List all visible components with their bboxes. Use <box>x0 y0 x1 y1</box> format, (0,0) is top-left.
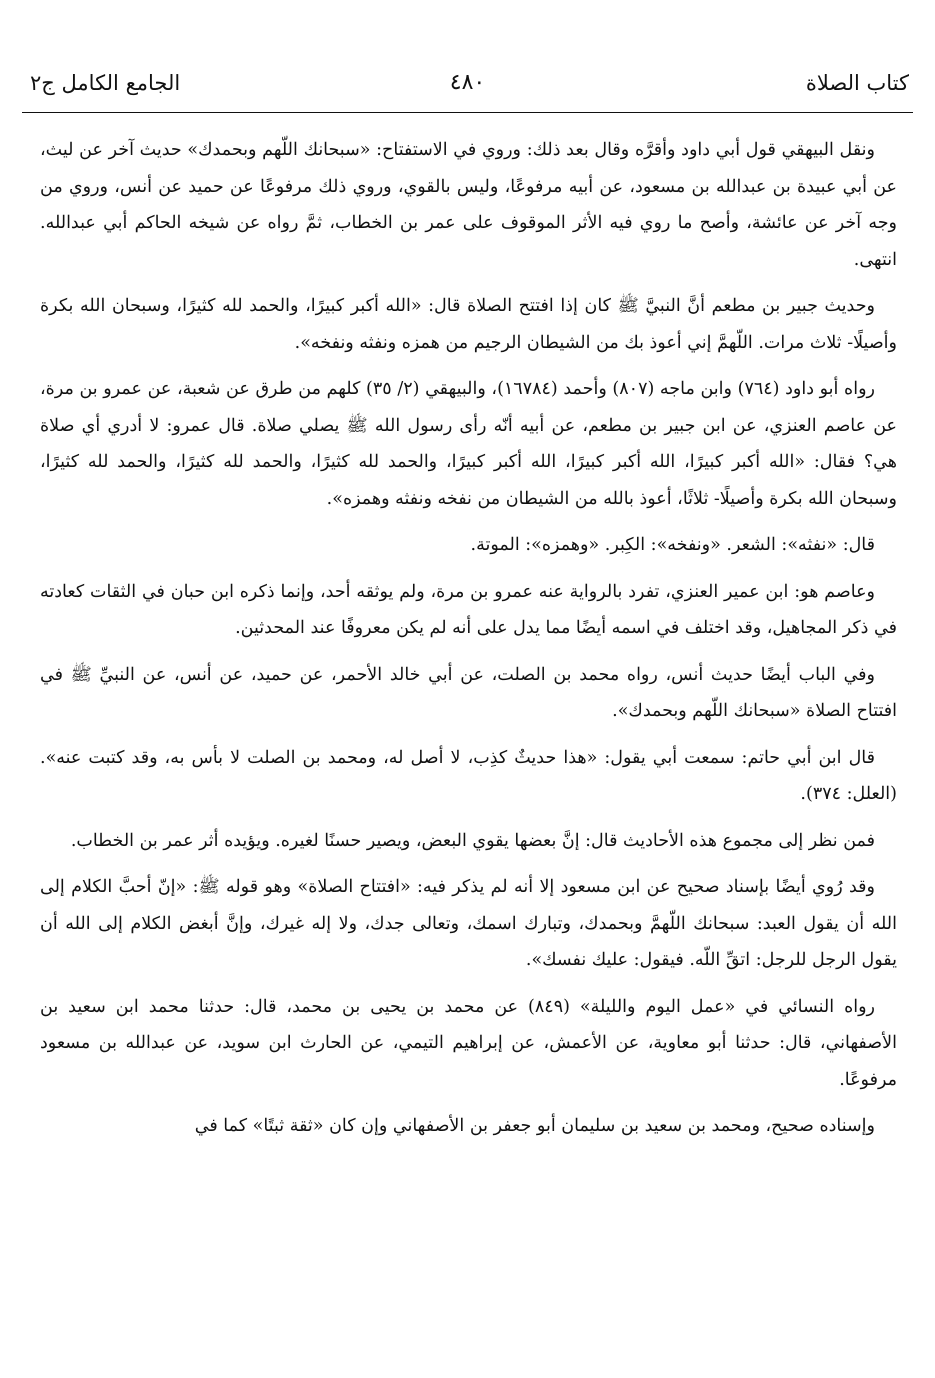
paragraph-3: رواه أبو داود (٧٦٤) وابن ماجه (٨٠٧) وأحمد (١٦٧٨٤)، والبيهقي (٢/ ٣٥) كلهم من طرق عن شعبة، عن عمرو بن مرة، عن عاصم العنزي، عن ابن جبير بن مطعم، عن أبيه أنّه رأى رسول الله ﷺ يصلي صلاة. قال عمرو: لا أدري أي صلاة هي؟ فقال: «الله أكبر كبيرًا، الله أكبر كبيرًا، الله أكبر كبيرًا، والحمد لله كثيرًا، والحمد لله كثيرًا، والحمد لله كثيرًا، وسبحان الله بكرة وأصيلًا- ثلاثًا، أعوذ بالله من الشيطان من نفخه ونفثه وهمزه». <box>40 379 897 509</box>
paragraph-10: رواه النسائي في «عمل اليوم والليلة» (٨٤٩) عن محمد بن يحيى بن محمد، قال: حدثنا محمد ابن سعيد بن الأصفهاني، قال: حدثنا أبو معاوية، عن الأعمش، عن إبراهيم التيمي، عن الحارث ابن سويد، عن عبدالله بن مسعود مرفوعًا. <box>40 996 897 1090</box>
paragraph-4: قال: «نفثه»: الشعر. «ونفخه»: الكِبر. «وهمزه»: الموتة. <box>470 535 875 555</box>
paragraph-5: وعاصم هو: ابن عمير العنزي، تفرد بالرواية عنه عمرو بن مرة، ولم يوثقه أحد، وإنما ذكره ابن حبان في الثقات كعادته في ذكر المجاهيل، وقد اختلف في اسمه أيضًا مما يدل على أنه لم يكن معروفًا عند المحدثين. <box>40 581 897 638</box>
paragraph-1: ونقل البيهقي قول أبي داود وأقرَّه وقال بعد ذلك: وروي في الاستفتاح: «سبحانك اللّهم وبحمدك» حديث آخر عن ليث، عن أبي عبيدة بن عبدالله بن مسعود، عن أبيه مرفوعًا، وليس بالقوي، وروي ذلك مرفوعًا عن حميد عن أنس، وروي من وجه آخر عن عائشة، وأصح ما روي فيه الأثر الموقوف على عمر بن الخطاب، ثمَّ رواه عن شيخه الحاكم أبي عبدالله. انتهى. <box>40 140 897 270</box>
paragraph-2: وحديث جبير بن مطعم أنَّ النبيَّ ﷺ كان إذا افتتح الصلاة قال: «الله أكبر كبيرًا، والحمد لله كثيرًا، وسبحان الله بكرة وأصيلًا- ثلاث مرات. اللّهمَّ إني أعوذ بك من الشيطان الرجيم من همزه ونفثه ونفخه». <box>40 296 897 353</box>
paragraph-6: وفي الباب أيضًا حديث أنس، رواه محمد بن الصلت، عن أبي خالد الأحمر، عن حميد، عن أنس، عن النبيِّ ﷺ في افتتاح الصلاة «سبحانك اللّهم وبحمدك». <box>40 664 897 721</box>
paragraph-9: وقد رُوي أيضًا بإسناد صحيح عن ابن مسعود إلا أنه لم يذكر فيه: «افتتاح الصلاة» وهو قوله ﷺ: «إنّ أحبَّ الكلام إلى الله أن يقول العبد: سبحانك اللّهمَّ وبحمدك، وتبارك اسمك، وتعالى جدك، ولا إله غيرك، وإنَّ أبغض الكلام إلى الله أن يقول الرجل للرجل: اتقِّ اللّه. فيقول: عليك نفسك». <box>40 877 897 970</box>
paragraph-7: قال ابن أبي حاتم: سمعت أبي يقول: «هذا حديثٌ كذِب، لا أصل له، ومحمد بن الصلت لا بأس به، وقد كتبت عنه». (العلل: ٣٧٤). <box>40 747 897 804</box>
header-book-title: الجامع الكامل ج٢ <box>30 71 181 95</box>
paragraph-11: وإسناده صحيح، ومحمد بن سعيد بن سليمان أبو جعفر بن الأصفهاني وإن كان «ثقة ثبتًا» كما في <box>194 1116 875 1136</box>
header-rule <box>22 112 913 113</box>
header-section-title: كتاب الصلاة <box>805 71 909 95</box>
running-header <box>22 68 913 112</box>
page-body <box>40 132 897 1145</box>
page-number: ٤٨٠ <box>449 70 486 95</box>
paragraph-8: فمن نظر إلى مجموع هذه الأحاديث قال: إنَّ بعضها يقوي البعض، ويصير حسنًا لغيره. ويؤيده أثر عمر بن الخطاب. <box>70 830 875 851</box>
